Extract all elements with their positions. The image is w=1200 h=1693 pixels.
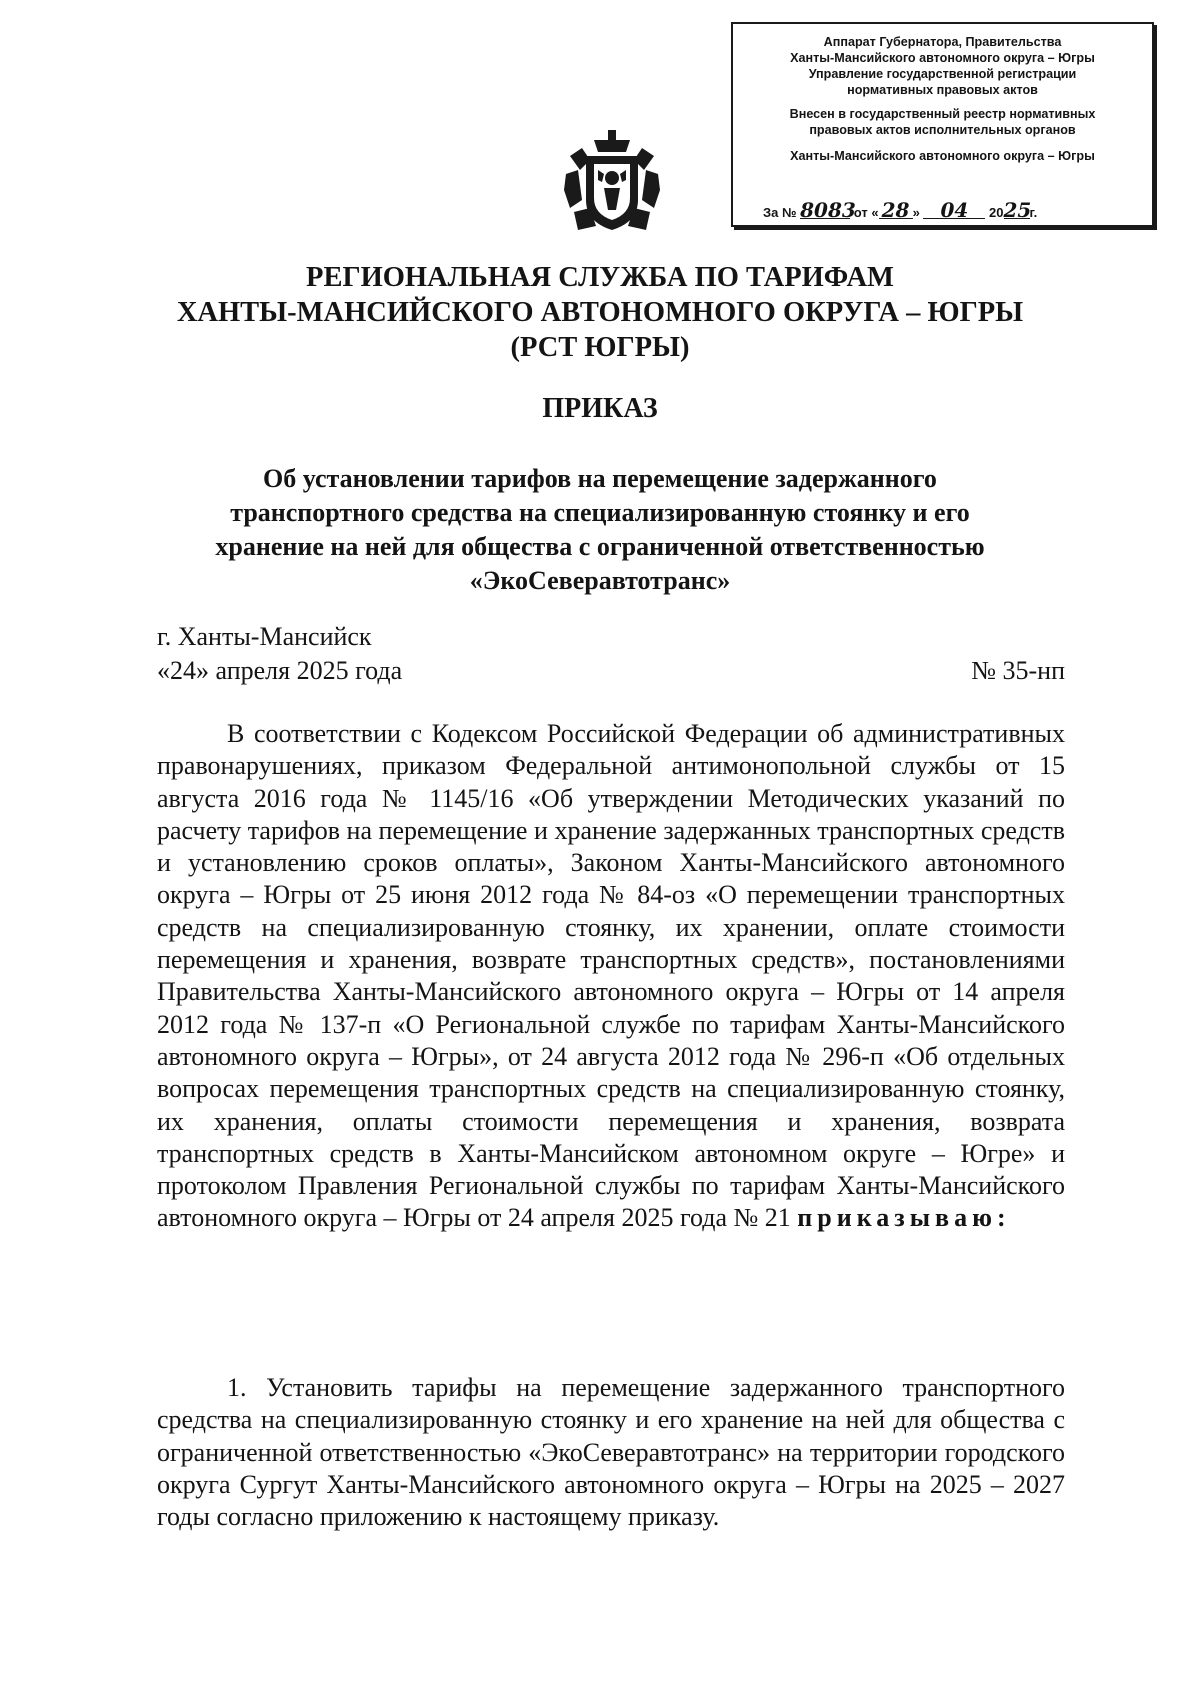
document-type: ПРИКАЗ: [542, 393, 658, 424]
organization-name: [0, 260, 1200, 365]
subject-line: «ЭкоСеверавтотранс»: [469, 566, 731, 595]
preamble-paragraph: [157, 718, 1065, 1235]
stamp-reg-month: 04: [923, 202, 985, 219]
subject-line: Об установлении тарифов на перемещение задержанного: [263, 464, 937, 493]
subject-line: транспортного средства на специализированную стоянку и его: [230, 498, 970, 527]
stamp-line: Аппарат Губернатора, Правительства: [823, 35, 1062, 49]
stamp-reg-day: 28: [879, 202, 913, 219]
organization-line: РЕГИОНАЛЬНАЯ СЛУЖБА ПО ТАРИФАМ: [306, 262, 894, 293]
stamp-line: Внесен в государственный реестр нормативных: [789, 107, 1096, 121]
organization-line: ХАНТЫ-МАНСИЙСКОГО АВТОНОМНОГО ОКРУГА – ЮГРЫ: [176, 297, 1024, 328]
stamp-registry-block: [737, 106, 1148, 138]
stamp-line: нормативных правовых актов: [847, 83, 1038, 97]
stamp-line: Управление государственной регистрации: [808, 67, 1077, 81]
stamp-line: Ханты-Мансийского автономного округа – Югры: [790, 51, 1095, 65]
registration-stamp: [731, 22, 1154, 227]
stamp-reg-number: 8083: [800, 198, 856, 222]
stamp-reg-day-close: »: [912, 205, 920, 220]
stamp-registration-number: [763, 198, 1038, 222]
document-place: г. Ханты-Мансийск: [157, 622, 372, 651]
document-date: «24» апреля 2025 года: [157, 656, 403, 685]
stamp-reg-prefix: За №: [763, 205, 797, 220]
preamble-text: В соответствии с Кодексом Российской Федерации об административных правонарушениях, приказом Федеральной антимонопольной службы от 15 августа 2016 года № 1145/16 «Об утверждении Методических указаний по расчету тарифов на перемещение и хранение задержанных транспортных средств и установлению сроков оплаты», Законом Ханты-Мансийского автономного округа – Югры от 25 июня 2012 года № 84-оз «О перемещении транспортных средств на специализированную стоянку, их хранении, оплате стоимости перемещения и хранения, возврате транспортных средств», постановлениями Правительства Ханты-Мансийского автономного округа – Югры от 14 апреля 2012 года № 137-п «О Региональной службе по тарифам Ханты-Мансийского автономного округа – Югры», от 24 августа 2012 года № 296-п «Об отдельных вопросах перемещения транспортных средств на специализированную стоянку, их хранения, оплаты стоимости перемещения и хранения, возврата транспортных средств в Ханты-Мансийском автономном округе – Югре» и протоколом Правления Региональной службы по тарифам Ханты-Мансийского автономного округа – Югры от 24 апреля 2025 года № 21: [157, 719, 1065, 1233]
stamp-line: Ханты-Мансийского автономного округа – Югры: [790, 149, 1095, 163]
stamp-region-block: [737, 148, 1148, 164]
document-number: № 35-нп: [971, 656, 1065, 685]
coat-of-arms-icon: [560, 130, 664, 234]
document-subject: [0, 462, 1200, 598]
order-item-1: 1. Установить тарифы на перемещение задержанного транспортного средства на специализированную стоянку и его хранение на ней для общества с ограниченной ответственностью «ЭкоСеверавтотранс» на территории городского округа Сургут Ханты-Мансийского автономного округа – Югры на 2025 – 2027 годы согласно приложению к настоящему приказу.: [157, 1373, 1065, 1532]
organization-abbreviation: (РСТ ЮГРЫ): [510, 332, 690, 363]
order-command: приказываю:: [797, 1203, 1011, 1233]
subject-line: хранение на ней для общества с ограниченной ответственностью: [215, 532, 985, 561]
stamp-reg-suffix: г.: [1029, 205, 1038, 220]
stamp-line: правовых актов исполнительных органов: [809, 123, 1076, 137]
stamp-reg-from: от «: [853, 205, 879, 220]
stamp-reg-century: 20: [989, 205, 1004, 220]
stamp-reg-year: 25: [1003, 198, 1032, 222]
